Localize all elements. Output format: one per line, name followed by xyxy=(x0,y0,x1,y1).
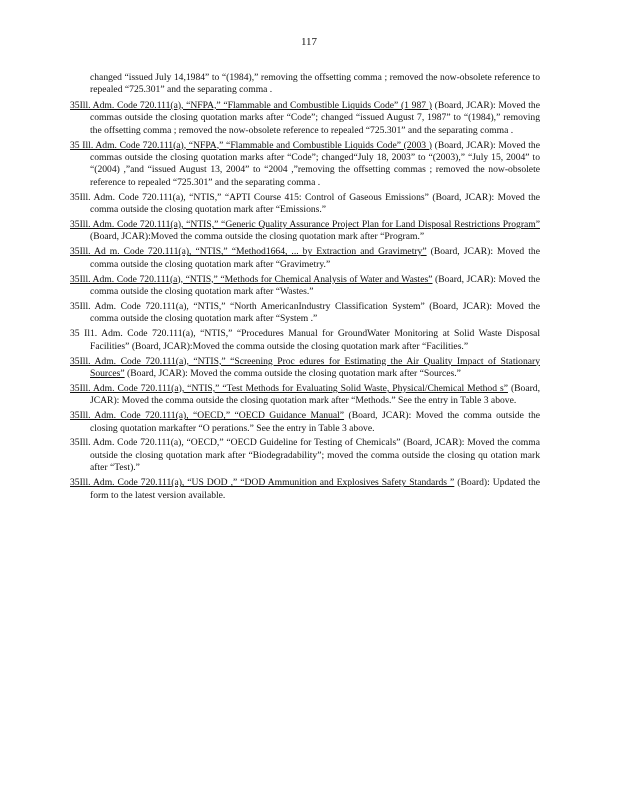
entry-heading: 35Ill. Adm. Code 720.111(a), “NTIS,” “North AmericanIndustry Classification System” xyxy=(70,300,425,312)
entry-body: (Board, JCAR): Moved the comma outside the closing quotation mark after “Wastes.” xyxy=(90,273,540,297)
entry-body: (Board, JCAR):Moved the comma outside the closing quotation mark after “Program.” xyxy=(90,231,425,243)
entry-ntis-generic-qa xyxy=(70,219,540,244)
entry-body: (Board, JCAR): Moved the commas outside the closing quotation marks after “Code”; changed“July 18, 2003” to “(2003),” “July 15, 2004” to “(2004) ,”and “issued August 13, 2004” to “2004 ,”removing the offsetting commas ; removed the now-obsolete reference to repealed “725.301” and the separating comma . xyxy=(90,139,540,188)
entry-nfpa-2003 xyxy=(70,140,540,190)
entry-heading: 35Ill. Adm. Code 720.111(a), “NTIS,” “Test Methods for Evaluating Solid Waste, Physical/Chemical Method s” xyxy=(70,382,508,394)
entry-continuation xyxy=(70,72,540,97)
entry-body: (Board, JCAR): Moved the comma outside the closing quotation mark after “System .” xyxy=(90,300,540,325)
entry-ntis-naics xyxy=(70,301,540,326)
page-number: 117 xyxy=(300,36,318,48)
entry-ntis-air-quality xyxy=(70,356,540,381)
entry-heading: 35Ill. Adm. Code 720.111(a), “NTIS,” “APTI Course 415: Control of Gaseous Emissions” xyxy=(70,191,429,203)
entry-heading: 35Ill. Adm. Code 720.111(a), “NTIS,” “Methods for Chemical Analysis of Water and Wastes” xyxy=(70,273,433,285)
entries-list xyxy=(70,72,540,505)
entry-body: (Board, JCAR): Moved the comma outside the closing quotation mark after “Gravimetry.” xyxy=(90,246,540,270)
entry-nfpa-1987 xyxy=(70,100,540,137)
entry-body: (Board, JCAR): Moved the comma outside the closing quotation markafter “O perations.” See the entry in Table 3 above. xyxy=(90,410,540,434)
entry-body: (Board, JCAR): Moved the commas outside the closing quotation marks after “Code”; changed “issued August 7, 1987” to “(1984),” removing the offsetting comma ; removed the now-obsolete reference to repealed “725.301” and the separating comma . xyxy=(90,99,540,136)
entry-body: (Board, JCAR): Moved the comma outside the closing quotation mark after “Biodegradability”; moved the comma outside the closing qu otation mark after “Test).” xyxy=(90,437,540,474)
entry-body: (Board, JCAR): Moved the comma outside the closing quotation mark after “Methods.” See the entry in Table 3 above. xyxy=(90,382,540,407)
entry-ntis-groundwater xyxy=(70,328,540,353)
entry-heading: 35Ill. Adm. Code 720.111(a), “OECD,” “OECD Guideline for Testing of Chemicals” xyxy=(70,437,401,449)
entry-body: changed “issued July 14,1984” to “(1984),” removing the offsetting comma ; removed the now-obsolete reference to repealed “725.301” and the separating comma . xyxy=(90,72,540,96)
entry-heading: 35Ill. Adm. Code 720.111(a), “NTIS,” “Generic Quality Assurance Project Plan for Land Disposal Restrictions Program” xyxy=(70,218,540,230)
entry-heading: 35Ill. Adm. Code 720.111(a), “NFPA,” “Flammable and Combustible Liquids Code” (1 987 ) xyxy=(70,99,432,111)
entry-heading: 35Ill. Adm. Code 720.111(a), “OECD,” “OECD Guidance Manual” xyxy=(70,410,345,422)
entry-heading: 35Ill. Ad m. Code 720.111(a), “NTIS,” “Method1664, ... by Extraction and Gravimetry” xyxy=(70,246,427,258)
entry-body: (Board, JCAR): Moved the comma outside the closing quotation mark after “Sources.” xyxy=(127,367,461,379)
entry-heading: 35Ill. Adm. Code 720.111(a), “NTIS,” “Screening Proc edures for Estimating the Air Quality Impact of Stationary Sources” xyxy=(70,355,540,379)
entry-heading: 35Ill. Adm. Code 720.111(a), “US DOD ,” “DOD Ammunition and Explosives Safety Standards ” xyxy=(70,477,455,489)
entry-ntis-chemical-analysis xyxy=(70,274,540,299)
entry-us-dod xyxy=(70,477,540,502)
entry-heading: 35 Il1. Adm. Code 720.111(a), “NTIS,” “Procedures Manual for GroundWater Monitoring at Solid Waste Disposal Facilities” xyxy=(70,328,540,352)
entry-ntis-method1664 xyxy=(70,246,540,271)
entry-body: (Board): Updated the form to the latest version available. xyxy=(90,477,540,501)
entry-oecd-guideline xyxy=(70,437,540,474)
entry-body: (Board, JCAR): Moved the comma outside the closing quotation mark after “Emissions.” xyxy=(90,191,540,216)
entry-oecd-guidance xyxy=(70,410,540,435)
entry-ntis-test-methods xyxy=(70,383,540,408)
entry-heading: 35 Ill. Adm. Code 720.111(a), “NFPA,” “Flammable and Combustible Liquids Code” (2003 ) xyxy=(70,139,432,151)
entry-ntis-apti xyxy=(70,192,540,217)
entry-body: (Board, JCAR):Moved the comma outside the closing quotation mark after “Facilities.” xyxy=(131,340,469,352)
